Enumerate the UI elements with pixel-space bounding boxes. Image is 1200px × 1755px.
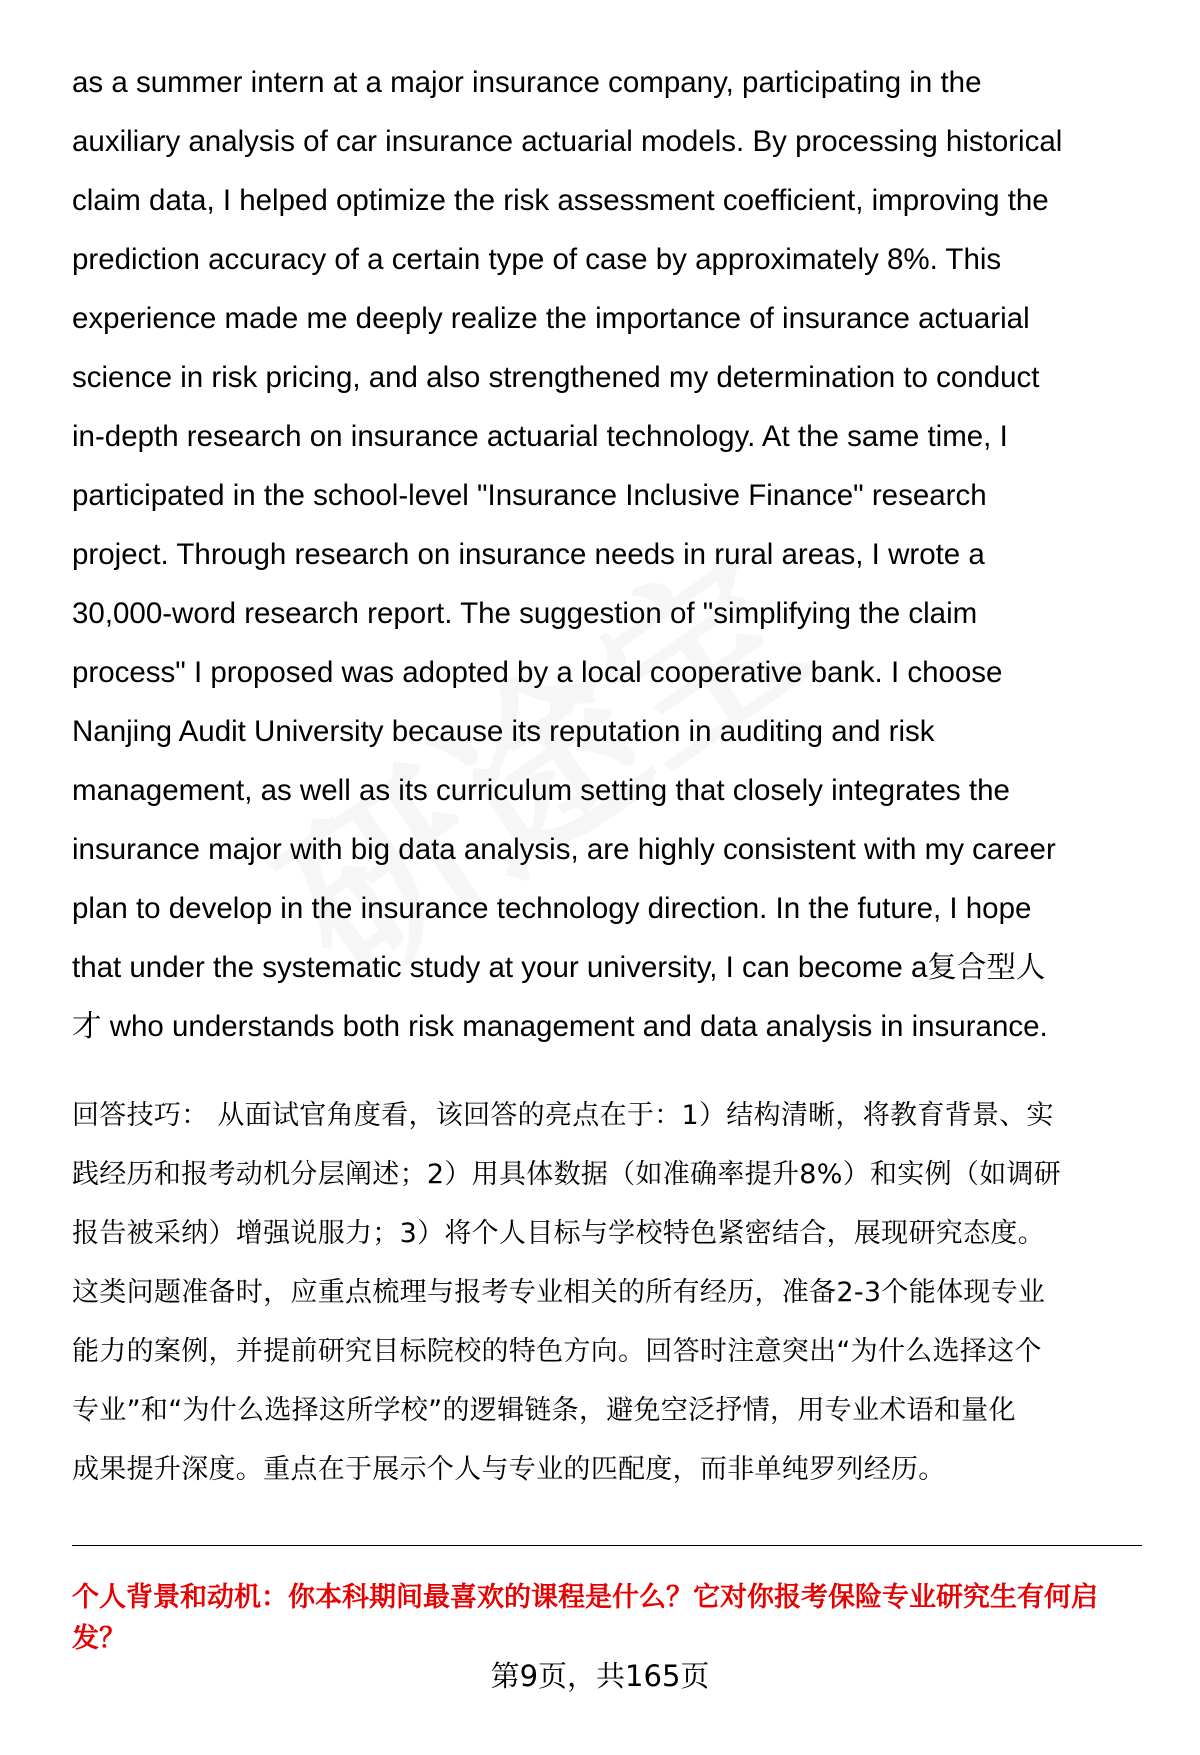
text-line: project. Through research on insurance needs in rural areas, I wrote a — [72, 538, 985, 571]
text-line: plan to develop in the insurance technology direction. In the future, I hope — [72, 892, 1032, 925]
text-line: science in risk pricing, and also strengthened my determination to conduct — [72, 361, 1040, 394]
answer-paragraph — [72, 53, 1142, 1056]
text-line: 践经历和报考动机分层阐述；2）用具体数据（如准确率提升8%）和实例（如调研 — [72, 1159, 1062, 1190]
text-line: Nanjing Audit University because its reputation in auditing and risk — [72, 715, 935, 748]
text-line: 回答技巧： 从面试官角度看，该回答的亮点在于：1）结构清晰，将教育背景、实 — [72, 1100, 1054, 1131]
text-line: 30,000-word research report. The suggestion of "simplifying the claim — [72, 597, 978, 630]
text-line: that under the systematic study at your university, I can become a复合型人 — [72, 951, 1046, 984]
text-line: process" I proposed was adopted by a local cooperative bank. I choose — [72, 656, 1003, 689]
text-line: in-depth research on insurance actuarial technology. At the same time, I — [72, 420, 1008, 453]
text-line: 这类问题准备时，应重点梳理与报考专业相关的所有经历，准备2-3个能体现专业 — [72, 1277, 1046, 1308]
text-line: 能力的案例，并提前研究目标院校的特色方向。回答时注意突出“为什么选择这个 — [72, 1336, 1042, 1367]
text-line: 成果提升深度。重点在于展示个人与专业的匹配度，而非单纯罗列经历。 — [72, 1454, 946, 1485]
text-line: participated in the school-level "Insurance Inclusive Finance" research — [72, 479, 987, 512]
text-line: auxiliary analysis of car insurance actuarial models. By processing historical — [72, 125, 1063, 158]
text-line: claim data, I helped optimize the risk assessment coefficient, improving the — [72, 184, 1049, 217]
section-divider — [72, 1545, 1142, 1546]
text-line: prediction accuracy of a certain type of case by approximately 8%. This — [72, 243, 1002, 276]
question-heading: 个人背景和动机：你本科期间最喜欢的课程是什么？它对你报考保险专业研究生有何启发？ — [72, 1582, 1098, 1654]
page-number: 第9页，共165页 — [490, 1659, 710, 1693]
text-line: experience made me deeply realize the importance of insurance actuarial — [72, 302, 1030, 335]
text-line: insurance major with big data analysis, are highly consistent with my career — [72, 833, 1056, 866]
text-line: as a summer intern at a major insurance company, participating in the — [72, 66, 982, 99]
text-line: 专业”和“为什么选择这所学校”的逻辑链条，避免空泛抒情，用专业术语和量化 — [72, 1395, 1016, 1426]
text-line: 才 who understands both risk management and data analysis in insurance. — [72, 1010, 1048, 1043]
text-line: 报告被采纳）增强说服力；3）将个人目标与学校特色紧密结合，展现研究态度。 — [72, 1218, 1045, 1249]
answer-tips-paragraph — [72, 1086, 1142, 1499]
text-line: management, as well as its curriculum setting that closely integrates the — [72, 774, 1010, 807]
